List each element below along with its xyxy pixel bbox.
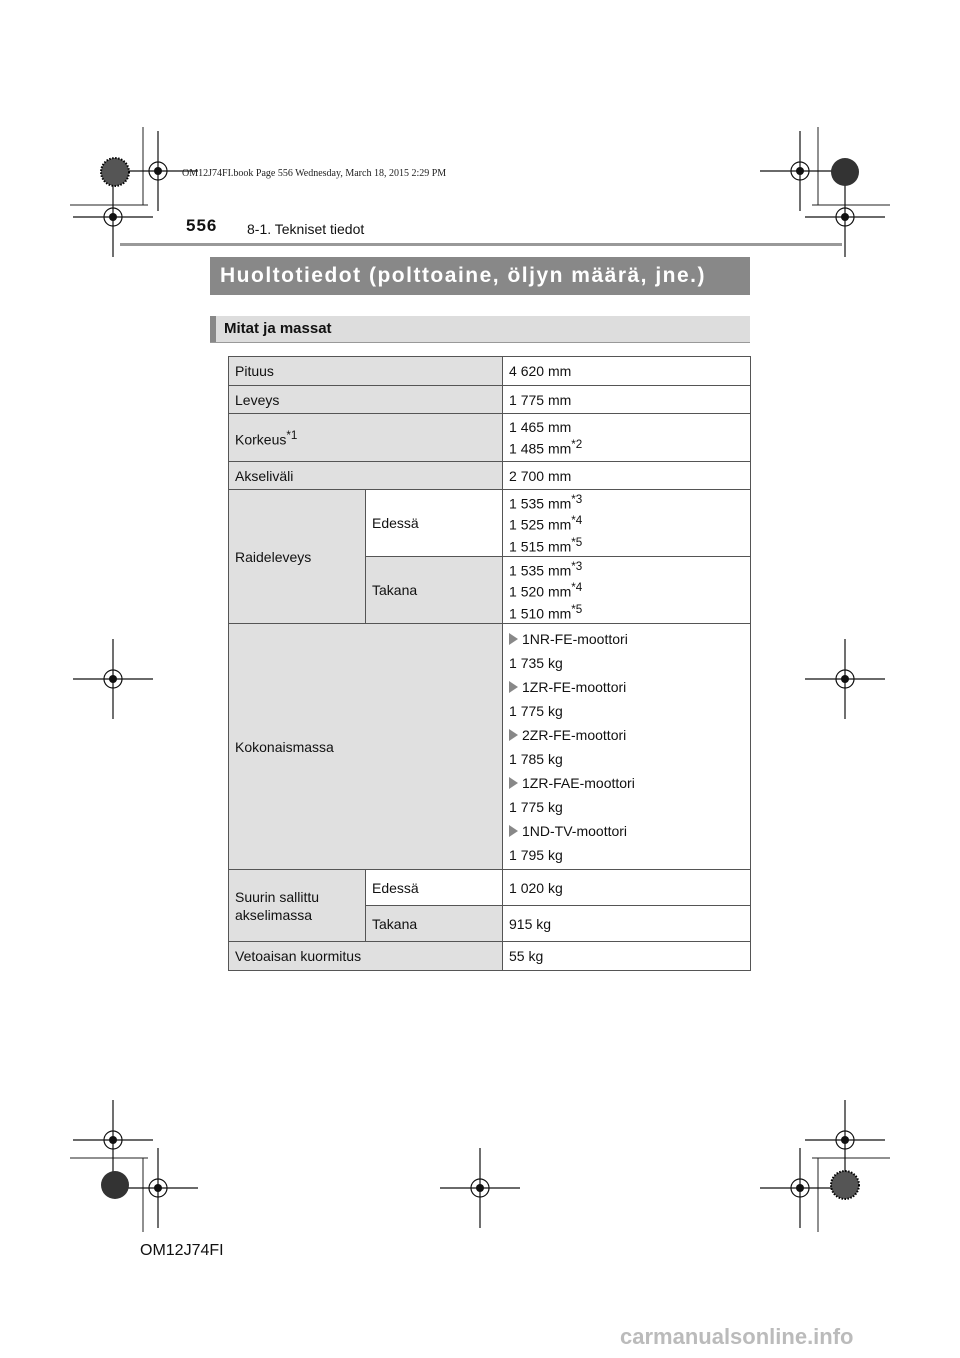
engine-mass: 1 785 kg	[509, 750, 563, 767]
footnote-mark: *3	[571, 559, 583, 573]
engine-item	[509, 675, 744, 699]
track-rear-3: 1 510 mm	[509, 605, 572, 622]
engine-mass: 1 775 kg	[509, 702, 563, 719]
row-value: 55 kg	[503, 942, 751, 971]
track-front-3: 1 515 mm	[509, 538, 572, 555]
engine-mass: 1 735 kg	[509, 654, 563, 671]
book-header: OM12J74FI.book Page 556 Wednesday, March 18, 2015 2:29 PM	[182, 168, 447, 179]
table-row	[229, 414, 751, 462]
track-rear-2: 1 520 mm	[509, 583, 572, 600]
row-label: Pituus	[229, 357, 503, 386]
footnote-mark: *2	[571, 437, 583, 451]
row-value: 915 kg	[503, 906, 751, 942]
engine-item	[509, 819, 744, 843]
row-label: Leveys	[229, 386, 503, 414]
track-front-1: 1 535 mm	[509, 495, 572, 512]
subheading-text: Mitat ja massat	[224, 320, 332, 337]
korkeus-label: Korkeus	[235, 431, 287, 448]
engine-item	[509, 627, 744, 651]
footer-code: OM12J74FI	[140, 1242, 224, 1259]
row-value: 1 775 mm	[503, 386, 751, 414]
row-value: 2 700 mm	[503, 462, 751, 490]
row-label: Suurin sallittu akselimassa	[229, 870, 366, 942]
triangle-bullet-icon	[509, 681, 518, 693]
engine-item	[509, 771, 744, 795]
table-row	[229, 462, 751, 490]
watermark[interactable]: carmanualsonline.info	[620, 1324, 854, 1349]
triangle-bullet-icon	[509, 777, 518, 789]
engine-mass: 1 775 kg	[509, 798, 563, 815]
row-value	[503, 414, 751, 462]
page-title: Huoltotiedot (polttoaine, öljyn määrä, jne.)	[210, 257, 750, 295]
row-value	[503, 557, 751, 624]
engine-name: 1ZR-FAE-moottori	[522, 774, 635, 791]
row-value	[503, 490, 751, 557]
footnote-mark: *3	[571, 492, 583, 506]
triangle-bullet-icon	[509, 633, 518, 645]
footnote-mark: *4	[571, 514, 583, 528]
row-label: Vetoaisan kuormitus	[229, 942, 503, 971]
engine-mass: 1 795 kg	[509, 846, 563, 863]
footnote-mark: *4	[571, 581, 583, 595]
track-rear-1: 1 535 mm	[509, 562, 572, 579]
triangle-bullet-icon	[509, 729, 518, 741]
engine-name: 1ZR-FE-moottori	[522, 678, 627, 695]
subheading	[210, 316, 750, 343]
table-row	[229, 386, 751, 414]
footnote-mark: *5	[571, 535, 583, 549]
row-value: 1 020 kg	[503, 870, 751, 906]
sub-label: Edessä	[366, 870, 503, 906]
table-row	[229, 357, 751, 386]
footnote-mark: *5	[571, 602, 583, 616]
engine-name: 1NR-FE-moottori	[522, 630, 628, 647]
page-number: 556	[186, 216, 218, 235]
triangle-bullet-icon	[509, 825, 518, 837]
row-value: 4 620 mm	[503, 357, 751, 386]
table-row	[229, 942, 751, 971]
section-label: 8-1. Tekniset tiedot	[247, 221, 365, 237]
row-label	[229, 414, 503, 462]
table-row	[229, 624, 751, 870]
table-row	[229, 490, 751, 557]
korkeus-value-2: 1 485 mm	[509, 440, 572, 457]
subheading-bar	[210, 316, 216, 342]
row-value	[503, 624, 751, 870]
table-row	[229, 870, 751, 906]
korkeus-value-1: 1 465 mm	[509, 418, 572, 435]
row-label: Akseliväli	[229, 462, 503, 490]
sub-label: Takana	[366, 906, 503, 942]
engine-name: 2ZR-FE-moottori	[522, 726, 627, 743]
row-label: Raideleveys	[229, 490, 366, 624]
sub-label: Edessä	[366, 490, 503, 557]
header-rule	[120, 243, 842, 246]
track-front-2: 1 525 mm	[509, 516, 572, 533]
engine-name: 1ND-TV-moottori	[522, 822, 628, 839]
sub-label: Takana	[366, 557, 503, 624]
row-label: Kokonaismassa	[229, 624, 503, 870]
engine-item	[509, 723, 744, 747]
specs-table	[228, 356, 751, 971]
footnote-mark: *1	[286, 428, 298, 442]
